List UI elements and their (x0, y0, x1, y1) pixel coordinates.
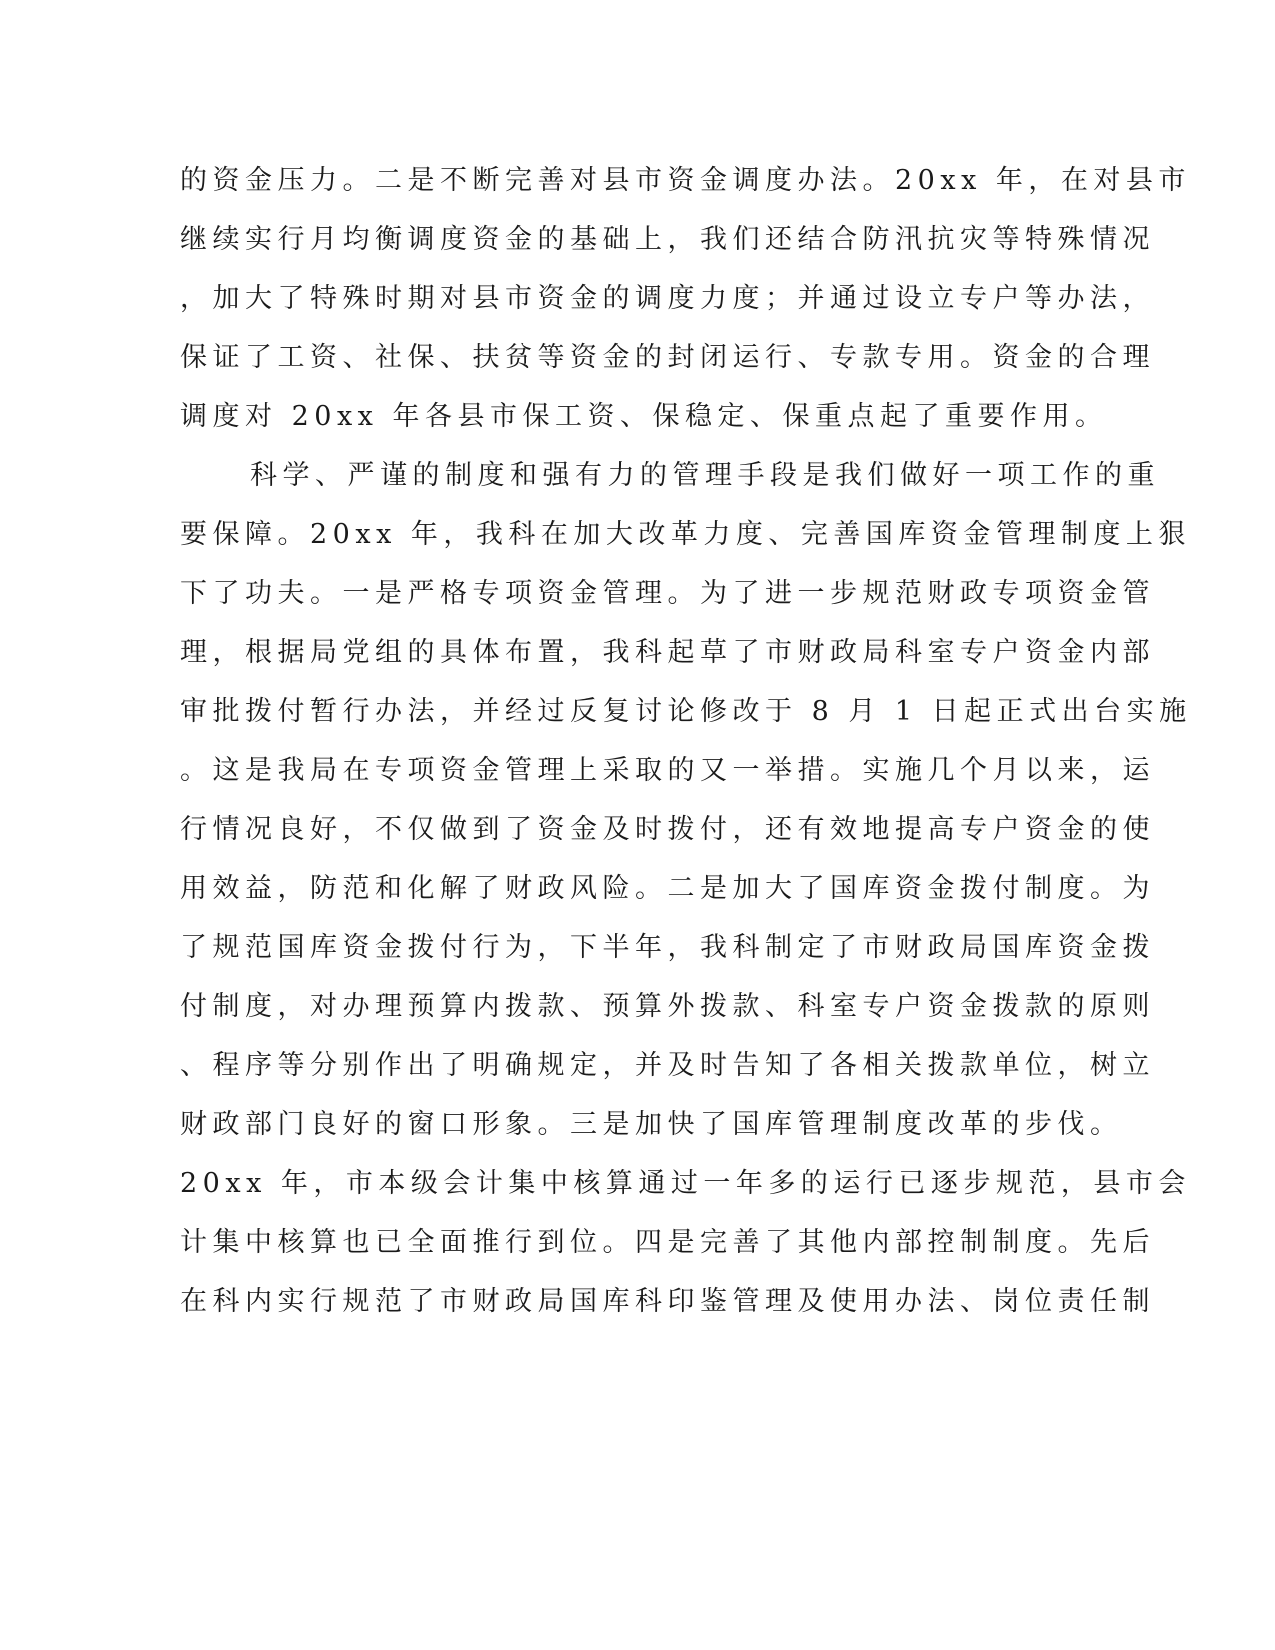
text-line: 理，根据局党组的具体布置，我科起草了市财政局科室专户资金内部 (180, 637, 1155, 668)
text-line: 财政部门良好的窗口形象。三是加快了国库管理制度改革的步伐。 (180, 1109, 1123, 1140)
text-line: 的资金压力。二是不断完善对县市资金调度办法。20xx 年，在对县市 (180, 165, 1191, 196)
text-line: 在科内实行规范了市财政局国库科印鉴管理及使用办法、岗位责任制 (180, 1286, 1155, 1317)
text-line: 付制度，对办理预算内拨款、预算外拨款、科室专户资金拨款的原则 (180, 991, 1155, 1022)
text-line: 、程序等分别作出了明确规定，并及时告知了各相关拨款单位，树立 (180, 1050, 1155, 1081)
text-line: 继续实行月均衡调度资金的基础上，我们还结合防汛抗灾等特殊情况 (180, 224, 1155, 255)
text-line: 要保障。20xx 年，我科在加大改革力度、完善国库资金管理制度上狠 (180, 519, 1191, 550)
text-line: 用效益，防范和化解了财政风险。二是加大了国库资金拨付制度。为 (180, 873, 1155, 904)
text-line: 下了功夫。一是严格专项资金管理。为了进一步规范财政专项资金管 (180, 578, 1155, 609)
text-line: 行情况良好，不仅做到了资金及时拨付，还有效地提高专户资金的使 (180, 814, 1155, 845)
text-line: 20xx 年，市本级会计集中核算通过一年多的运行已逐步规范，县市会 (180, 1168, 1191, 1199)
text-line: 调度对 20xx 年各县市保工资、保稳定、保重点起了重要作用。 (180, 401, 1108, 432)
text-line: 计集中核算也已全面推行到位。四是完善了其他内部控制制度。先后 (180, 1227, 1155, 1258)
text-line: 。这是我局在专项资金管理上采取的又一举措。实施几个月以来，运 (180, 755, 1155, 786)
text-line: 审批拨付暂行办法，并经过反复讨论修改于 8 月 1 日起正式出台实施 (180, 696, 1192, 727)
text-line: ，加大了特殊时期对县市资金的调度力度；并通过设立专户等办法， (180, 283, 1155, 314)
text-line: 保证了工资、社保、扶贫等资金的封闭运行、专款专用。资金的合理 (180, 342, 1155, 373)
text-line: 了规范国库资金拨付行为，下半年，我科制定了市财政局国库资金拨 (180, 932, 1155, 963)
paragraph-first-line: 科学、严谨的制度和强有力的管理手段是我们做好一项工作的重 (250, 460, 1160, 491)
